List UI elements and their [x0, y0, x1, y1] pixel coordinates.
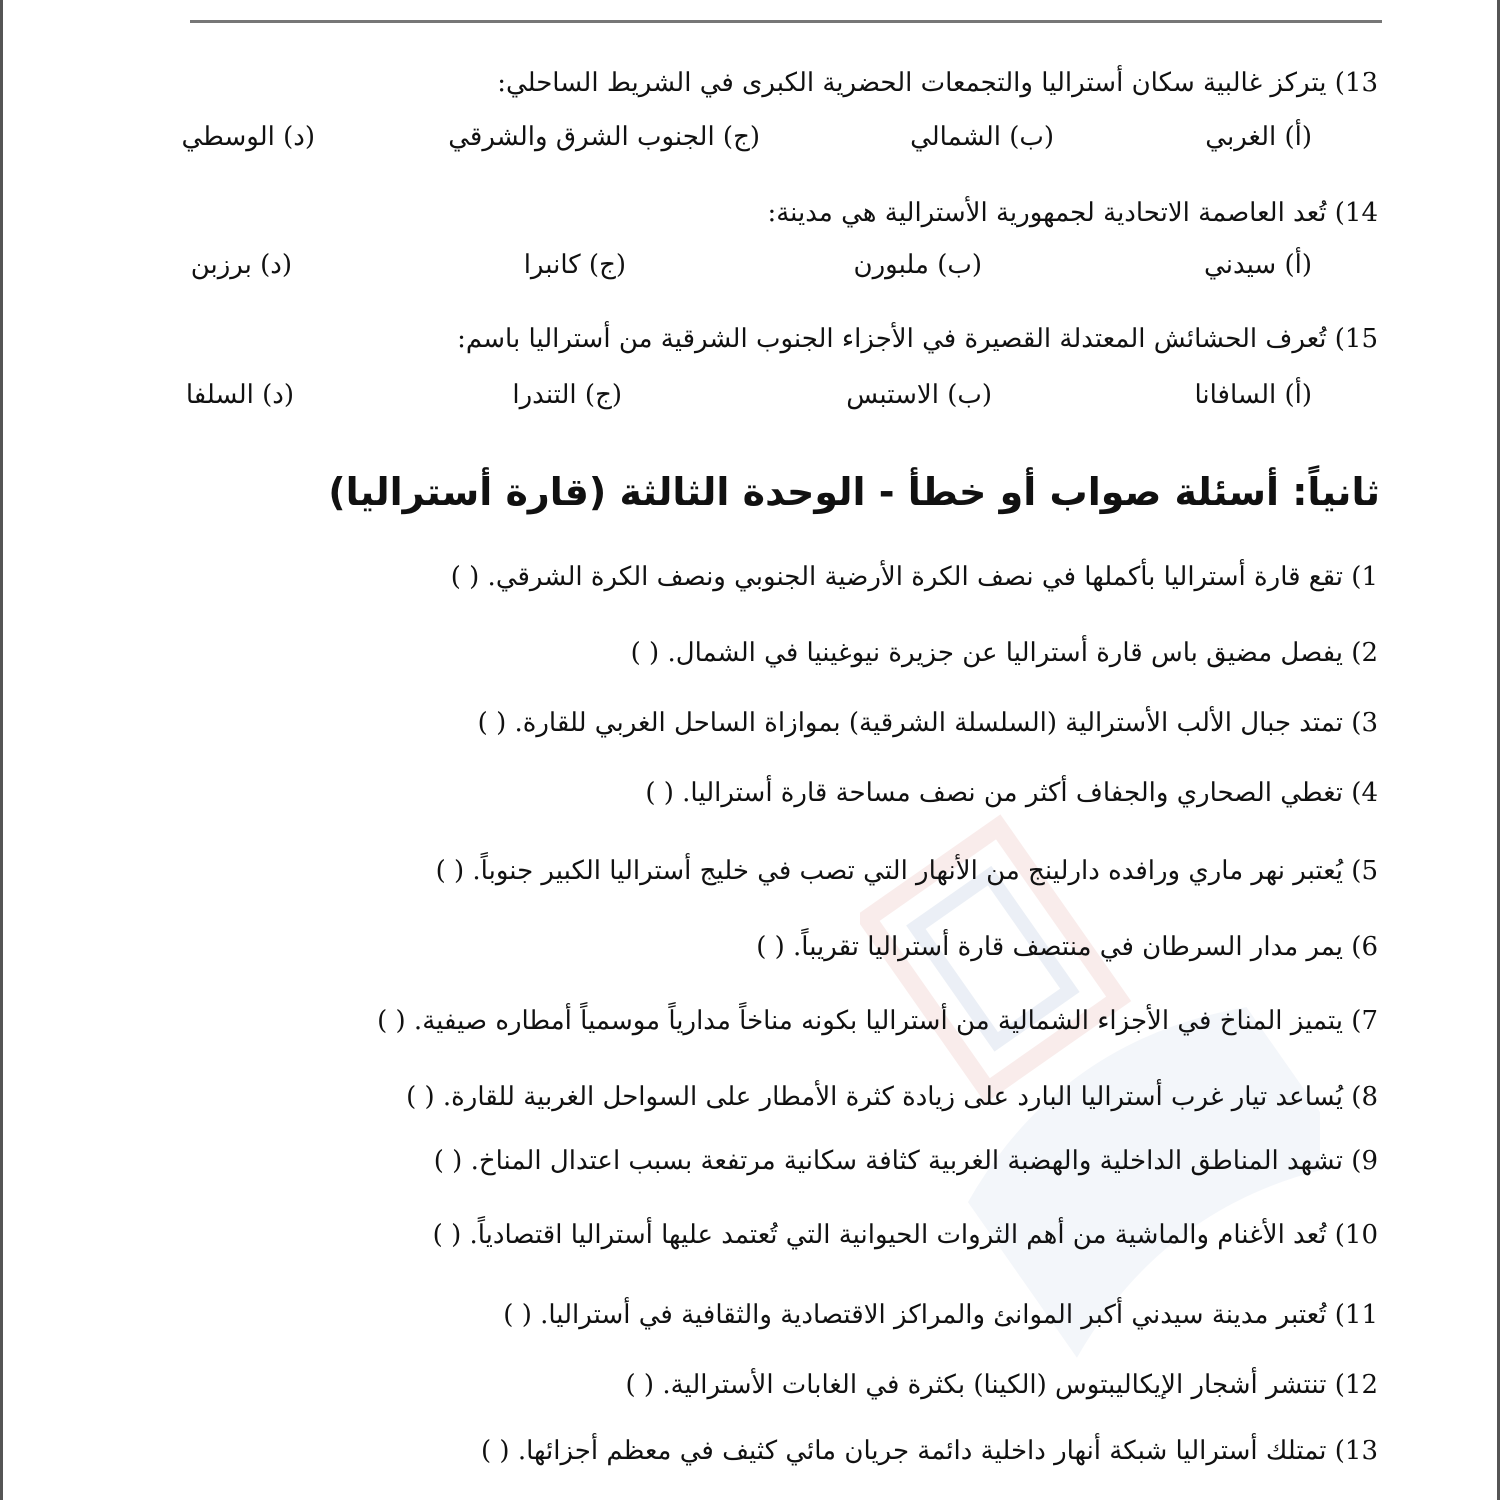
section-title: ثانياً: أسئلة صواب أو خطأ - الوحدة الثالثة (قارة أستراليا) [328, 470, 1380, 514]
mcq-15-option-b: (ب) الاستبس [846, 380, 992, 410]
tf-item-6: 6) يمر مدار السرطان في منتصف قارة أستراليا تقريباً. ( ) [756, 932, 1378, 962]
mcq-13-option-b: (ب) الشمالي [910, 122, 1054, 152]
page-frame-left [0, 0, 3, 1500]
tf-item-7: 7) يتميز المناخ في الأجزاء الشمالية من أستراليا بكونه مناخاً مدارياً موسمياً أمطاره صيفية. ( ) [377, 1006, 1378, 1036]
mcq-14-option-d: (د) برزبن [190, 250, 292, 280]
mcq-15-option-c: (ج) التندرا [512, 380, 622, 410]
tf-item-9: 9) تشهد المناطق الداخلية والهضبة الغربية كثافة سكانية مرتفعة بسبب اعتدال المناخ. ( ) [433, 1146, 1378, 1176]
tf-item-4: 4) تغطي الصحاري والجفاف أكثر من نصف مساحة قارة أستراليا. ( ) [645, 778, 1378, 808]
tf-item-12: 12) تنتشر أشجار الإيكاليبتوس (الكينا) بكثرة في الغابات الأسترالية. ( ) [625, 1370, 1378, 1400]
mcq-question-14: 14) تُعد العاصمة الاتحادية لجمهورية الأسترالية هي مدينة: [767, 198, 1378, 228]
tf-item-11: 11) تُعتبر مدينة سيدني أكبر الموانئ والمراكز الاقتصادية والثقافية في أستراليا. ( ) [503, 1300, 1378, 1330]
tf-item-13: 13) تمتلك أستراليا شبكة أنهار داخلية دائمة جريان مائي كثيف في معظم أجزائها. ( ) [481, 1436, 1378, 1466]
mcq-question-13: 13) يتركز غالبية سكان أستراليا والتجمعات الحضرية الكبرى في الشريط الساحلي: [497, 68, 1378, 98]
mcq-question-15: 15) تُعرف الحشائش المعتدلة القصيرة في الأجزاء الجنوب الشرقية من أستراليا باسم: [457, 324, 1378, 354]
tf-item-8: 8) يُساعد تيار غرب أستراليا البارد على زيادة كثرة الأمطار على السواحل الغربية للقارة. ( ) [406, 1082, 1378, 1112]
mcq-15-option-d: (د) السلفا [185, 380, 294, 410]
mcq-15-option-a: (أ) السافانا [1194, 380, 1312, 410]
top-horizontal-rule [190, 20, 1382, 23]
tf-item-10: 10) تُعد الأغنام والماشية من أهم الثروات الحيوانية التي تُعتمد عليها أستراليا اقتصادياً. ( ) [432, 1220, 1378, 1250]
mcq-13-option-d: (د) الوسطي [181, 122, 315, 152]
mcq-13-option-a: (أ) الغربي [1205, 122, 1312, 152]
tf-item-2: 2) يفصل مضيق باس قارة أستراليا عن جزيرة نيوغينيا في الشمال. ( ) [630, 638, 1378, 668]
mcq-14-option-c: (ج) كانبرا [523, 250, 626, 280]
tf-item-1: 1) تقع قارة أستراليا بأكملها في نصف الكرة الأرضية الجنوبي ونصف الكرة الشرقي. ( ) [450, 562, 1378, 592]
tf-item-5: 5) يُعتبر نهر ماري ورافده دارلينج من الأنهار التي تصب في خليج أستراليا الكبير جنوباً. ( ) [435, 856, 1378, 886]
mcq-14-option-b: (ب) ملبورن [853, 250, 982, 280]
tf-item-3: 3) تمتد جبال الألب الأسترالية (السلسلة الشرقية) بموازاة الساحل الغربي للقارة. ( ) [477, 708, 1378, 738]
mcq-13-option-c: (ج) الجنوب الشرق والشرقي [448, 122, 760, 152]
mcq-14-option-a: (أ) سيدني [1204, 250, 1312, 280]
